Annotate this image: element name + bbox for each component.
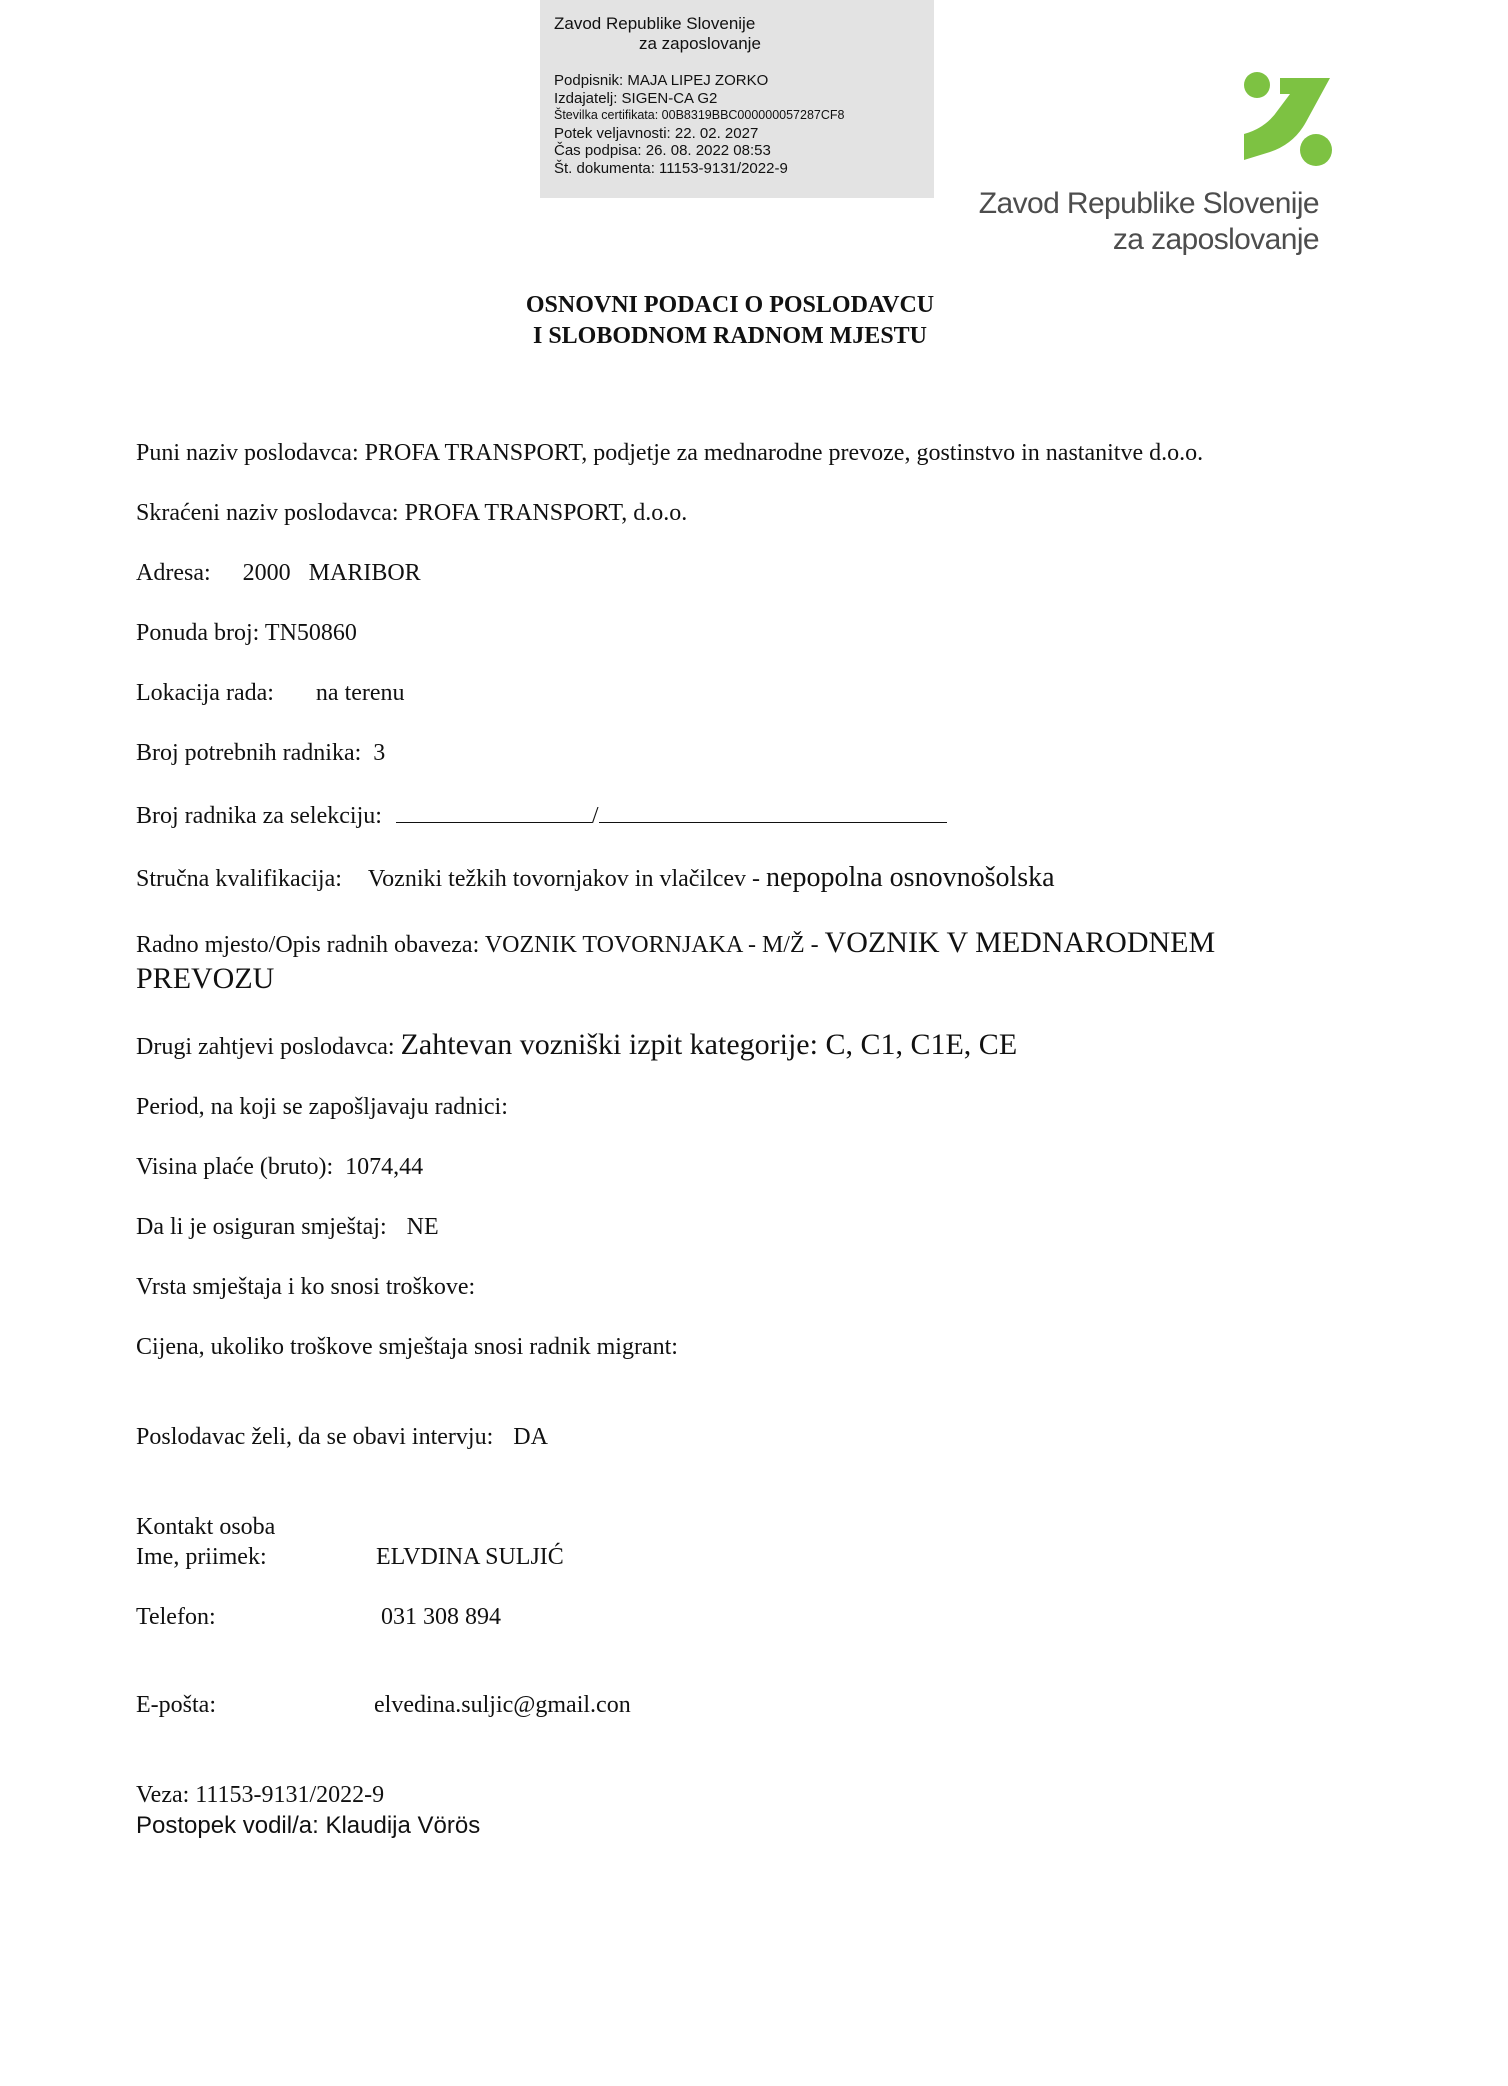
field-housing (136, 1214, 439, 1241)
title-line2: I SLOBODNOM RADNOM MJESTU (532, 323, 928, 349)
field-other-requirements (136, 1028, 1017, 1062)
job-value-emphasis-line2: PREVOZU (136, 962, 275, 995)
logo-text-line2: za zaposlovanje (1112, 223, 1319, 256)
address-postcode: 2000 (242, 560, 291, 586)
field-period (136, 1094, 508, 1121)
field-address (136, 560, 421, 587)
full-name-value: PROFA TRANSPORT, podjetje za mednarodne prevoze, gostinstvo in nastanitve d.o.o. (364, 440, 1204, 466)
selection-blank-1 (396, 800, 592, 823)
salary-label: Visina plaće (bruto): (136, 1154, 334, 1180)
signature-issuer: Izdajatelj: SIGEN-CA G2 (554, 89, 718, 107)
field-full-name (136, 440, 1203, 467)
contact-phone-value: 031 308 894 (381, 1604, 501, 1630)
signature-org-line2: za zaposlovanje (639, 34, 761, 53)
workers-value: 3 (373, 740, 386, 766)
contact-email-label: E-pošta: (136, 1692, 216, 1718)
location-value: na terenu (315, 680, 405, 706)
field-location (136, 680, 405, 707)
other-label: Drugi zahtjevi poslodavca: (136, 1034, 395, 1060)
signature-document-number: Št. dokumenta: 11153-9131/2022-9 (554, 159, 788, 177)
job-value: VOZNIK TOVORNJAKA - M/Ž - (484, 932, 819, 958)
qualification-value: Vozniki težkih tovornjakov in vlačilcev - (367, 866, 761, 892)
address-city: MARIBOR (308, 560, 421, 586)
selection-label: Broj radnika za selekciju: (136, 803, 382, 829)
offer-label: Ponuda broj: (136, 620, 260, 646)
contact-name-value: ELVDINA SULJIĆ (376, 1544, 564, 1570)
address-label: Adresa: (136, 560, 211, 586)
contact-email-value: elvedina.suljic@gmail.con (374, 1692, 631, 1718)
housing-price-label: Cijena, ukoliko troškove smještaja snosi radnik migrant: (136, 1334, 678, 1360)
salary-value: 1074,44 (345, 1154, 424, 1180)
housing-value: NE (406, 1214, 439, 1240)
field-selection-workers (136, 800, 947, 830)
field-housing-type (136, 1274, 475, 1301)
housing-label: Da li je osiguran smještaj: (136, 1214, 387, 1240)
interview-label: Poslodavac želi, da se obavi intervju: (136, 1424, 494, 1450)
offer-value: TN50860 (264, 620, 357, 646)
full-name-label: Puni naziv poslodavca: (136, 440, 359, 466)
signature-certificate: Številka certifikata: 00B8319BBC000000057287CF8 (554, 108, 845, 122)
signature-valid-until: Potek veljavnosti: 22. 02. 2027 (554, 124, 759, 142)
signature-box (540, 0, 934, 198)
handled-by: Postopek vodil/a: Klaudija Vörös (136, 1812, 481, 1839)
signature-details (554, 72, 920, 177)
selection-separator: / (591, 803, 599, 829)
housing-type-label: Vrsta smještaja i ko snosi troškove: (136, 1274, 476, 1300)
document-title (0, 290, 1460, 352)
location-label: Lokacija rada: (136, 680, 274, 706)
field-workers-needed (136, 740, 385, 767)
short-name-value: PROFA TRANSPORT, d.o.o. (404, 500, 688, 526)
contact-phone-label: Telefon: (136, 1604, 216, 1630)
contact-name-label: Ime, priimek: (136, 1544, 267, 1570)
period-label: Period, na koji se zapošljavaju radnici: (136, 1094, 508, 1120)
qualification-label: Stručna kvalifikacija: (136, 866, 342, 892)
selection-blank-2 (599, 800, 947, 823)
signature-org-line1: Zavod Republike Slovenije (554, 14, 756, 33)
logo-text-line1: Zavod Republike Slovenije (978, 187, 1319, 220)
workers-label: Broj potrebnih radnika: (136, 740, 362, 766)
field-salary (136, 1154, 423, 1181)
job-label: Radno mjesto/Opis radnih obaveza: (136, 932, 480, 958)
qualification-level: nepopolna osnovnošolska (766, 862, 1055, 893)
field-offer-number (136, 620, 357, 647)
other-value: Zahtevan vozniški izpit kategorije: C, C1, C1E, CE (400, 1028, 1018, 1061)
job-value-emphasis: VOZNIK V MEDNARODNEM (824, 926, 1216, 959)
reference-number: Veza: 11153-9131/2022-9 (136, 1782, 385, 1808)
contact-heading: Kontakt osoba (136, 1514, 276, 1540)
logo-text (979, 186, 1319, 258)
field-short-name (136, 500, 687, 527)
signature-signer: Podpisnik: MAJA LIPEJ ZORKO (554, 72, 769, 89)
signature-time: Čas podpisa: 26. 08. 2022 08:53 (554, 142, 771, 159)
short-name-label: Skraćeni naziv poslodavca: (136, 500, 399, 526)
interview-value: DA (513, 1424, 548, 1450)
zrss-logo-icon (1244, 72, 1332, 168)
title-line1: OSNOVNI PODACI O POSLODAVCU (525, 292, 935, 318)
field-interview (136, 1424, 548, 1451)
field-qualification (136, 862, 1055, 894)
field-job-title (136, 926, 1215, 960)
field-housing-price (136, 1334, 678, 1361)
